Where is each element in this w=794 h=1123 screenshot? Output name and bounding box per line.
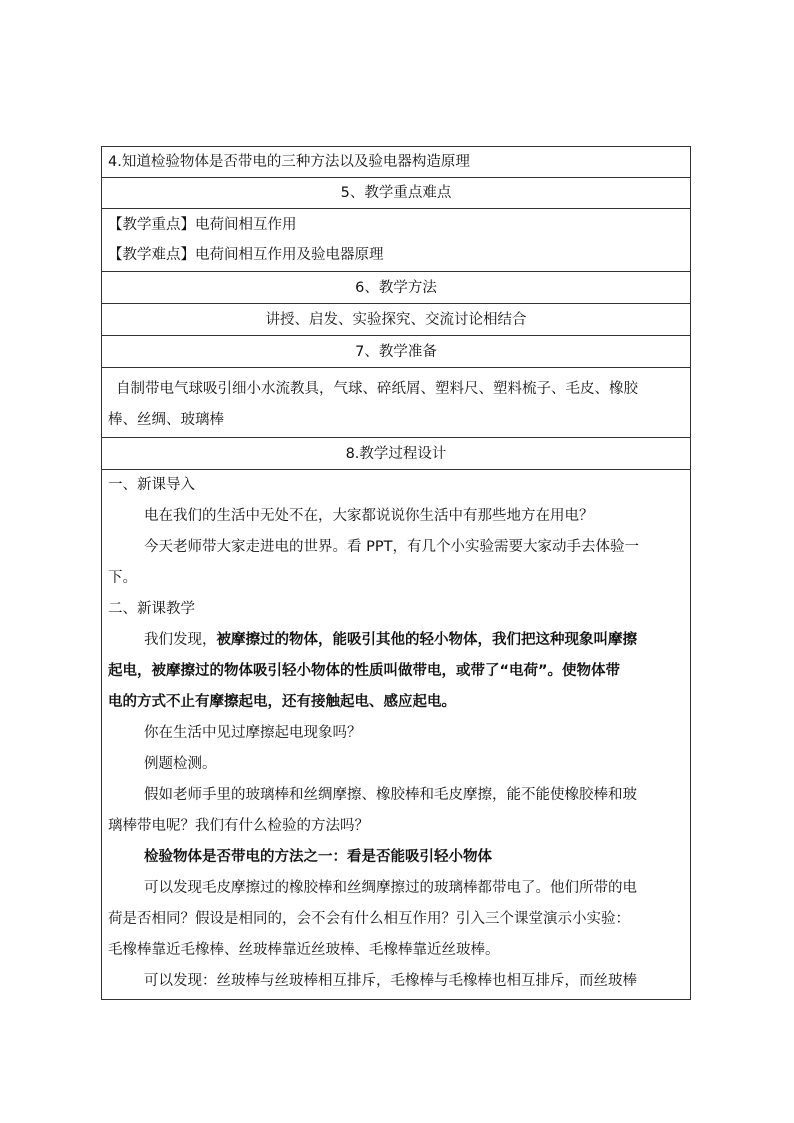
paragraph-intro-ppt-2: 下。 xyxy=(108,570,137,586)
key-point-tag: 【教学重点】 xyxy=(108,217,195,233)
discovery-lead: 我们发现， xyxy=(144,632,217,648)
paragraph-rods-1: 假如老师手里的玻璃棒和丝绸摩擦、橡胶棒和毛皮摩擦，能不能使橡胶棒和玻 xyxy=(144,787,637,803)
row-methods xyxy=(102,304,690,336)
paragraph-discovery-2: 起电，被摩擦过的物体吸引轻小物体的性质叫做带电，或带了“电荷”。使物体带 xyxy=(108,663,621,679)
prep-line-2: 棒、丝绸、玻璃棒 xyxy=(108,412,224,428)
paragraph-rods-2: 璃棒带电呢？我们有什么检验的方法吗？ xyxy=(108,818,369,834)
paragraph-discovery-3: 电的方式不止有摩擦起电，还有接触起电、感应起电。 xyxy=(108,694,456,710)
paragraph-charges-2: 荷是否相同？假设是相同的，会不会有什么相互作用？引入三个课堂演示小实验： xyxy=(108,911,630,927)
section-heading-8: 8.教学过程设计 xyxy=(345,446,447,462)
difficulty-tag: 【教学难点】 xyxy=(108,247,195,263)
section-title-new-lesson: 二、新课教学 xyxy=(108,601,195,617)
paragraph-question-life: 你在生活中见过摩擦起电现象吗？ xyxy=(144,725,362,741)
row-heading-methods xyxy=(102,272,690,304)
row-heading-key-difficult xyxy=(102,178,690,209)
paragraph-intro-question: 电在我们的生活中无处不在，大家都说说你生活中有那些地方在用电？ xyxy=(144,508,594,524)
prep-line-1: 自制带电气球吸引细小水流教具，气球、碎纸屑、塑料尺、塑料梳子、毛皮、橡胶 xyxy=(116,381,638,397)
paragraph-discovery-1 xyxy=(144,629,684,651)
objective-4-text: 4.知道检验物体是否带电的三种方法以及验电器构造原理 xyxy=(108,154,470,170)
section-heading-5: 5、教学重点难点 xyxy=(340,185,452,201)
key-point-line xyxy=(108,214,684,236)
methods-text: 讲授、启发、实验探究、交流讨论相结合 xyxy=(265,312,527,328)
row-heading-prep xyxy=(102,336,690,368)
row-process xyxy=(102,470,690,1001)
section-title-intro: 一、新课导入 xyxy=(108,477,195,493)
section-heading-7: 7、教学准备 xyxy=(355,344,437,360)
key-point-text: 电荷间相互作用 xyxy=(195,217,297,233)
row-prep xyxy=(102,368,690,438)
discovery-bold-1: 被摩擦过的物体，能吸引其他的轻小物体，我们把这种现象叫摩擦 xyxy=(216,632,637,648)
row-objective-4 xyxy=(102,147,690,178)
row-key-difficult xyxy=(102,209,690,272)
row-heading-process xyxy=(102,438,690,470)
paragraph-example-check: 例题检测。 xyxy=(144,756,217,772)
paragraph-intro-ppt-1: 今天老师带大家走进电的世界。看 PPT，有几个小实验需要大家动手去体验一 xyxy=(144,539,639,555)
lesson-plan-table xyxy=(101,146,691,1000)
paragraph-charges-1: 可以发现毛皮摩擦过的橡胶棒和丝绸摩擦过的玻璃棒都带电了。他们所带的电 xyxy=(144,880,637,896)
paragraph-method-one: 检验物体是否带电的方法之一：看是否能吸引轻小物体 xyxy=(144,849,492,865)
difficulty-text: 电荷间相互作用及验电器原理 xyxy=(195,247,384,263)
section-heading-6: 6、教学方法 xyxy=(355,280,437,296)
paragraph-charges-3: 毛橡棒靠近毛橡棒、丝玻棒靠近丝玻棒、毛橡棒靠近丝玻棒。 xyxy=(108,942,500,958)
paragraph-repel-1: 可以发现：丝玻棒与丝玻棒相互排斥，毛橡棒与毛橡棒也相互排斥，而丝玻棒 xyxy=(144,973,637,989)
difficulty-line xyxy=(108,244,684,266)
